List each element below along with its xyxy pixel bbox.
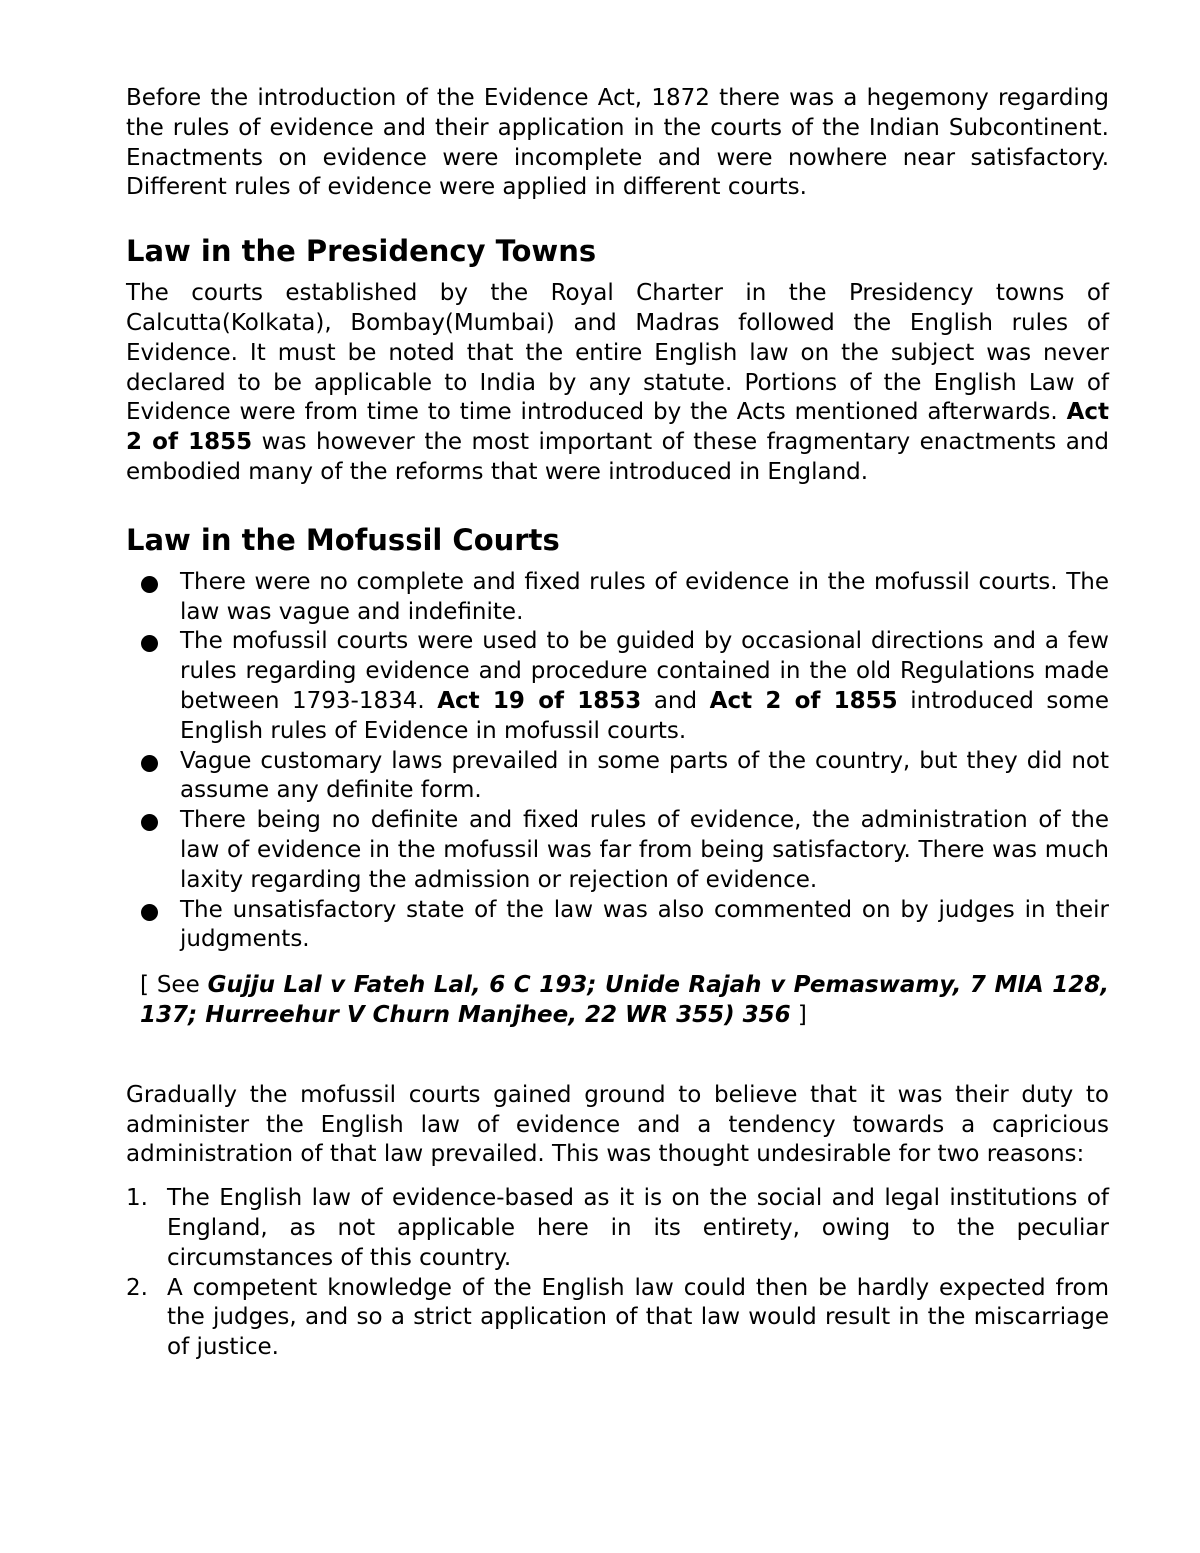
bullet-icon	[141, 576, 158, 593]
bullet-bold-act: Act 2 of 1855	[709, 687, 898, 714]
presidency-text-after: was however the most important of these fragmentary enactments and embodied many of the reforms that were introduced in England.	[126, 429, 1109, 485]
bullet-text-after: introduced some English rules of Evidence in mofussil courts.	[180, 687, 1109, 744]
reason-text: The English law of evidence-based as it is on the social and legal institutions of England, as not applicable here in its entirety, owing to the peculiar circumstances of this country.	[167, 1185, 1109, 1271]
bullet-icon	[141, 904, 158, 921]
gradual-paragraph: Gradually the mofussil courts gained ground to believe that it was their duty to administer the English law of evidence and a tendency towards a capricious administration of that law prevailed. This was thought undesirable for two reasons:	[126, 1081, 1109, 1168]
bullet-icon	[141, 635, 158, 652]
citation-close: ]	[790, 1001, 807, 1028]
presidency-text-before: The courts established by the Royal Charter in the Presidency towns of Calcutta(Kolkata), Bombay(Mumbai) and Madras followed the English rules of Evidence. It must be noted that the entire English law on the subject was never declared to be applicable to India by any statute. Portions of the English Law of Evidence were from time to time introduced by the Acts mentioned afterwards.	[126, 280, 1109, 426]
bullet-icon	[141, 814, 158, 831]
bullet-icon	[141, 755, 158, 772]
presidency-paragraph	[126, 279, 1109, 488]
bullet-text-mid: and	[641, 687, 710, 714]
mofussil-bullet-list	[126, 568, 1109, 955]
list-item	[126, 1184, 1109, 1273]
intro-paragraph: Before the introduction of the Evidence Act, 1872 there was a hegemony regarding the rules of evidence and their application in the courts of the Indian Subcontinent. Enactments on evidence were incomplete and were nowhere near satisfactory. Different rules of evidence were applied in different courts.	[126, 85, 1109, 201]
bullet-text: There being no definite and fixed rules of evidence, the administration of the law of evidence in the mofussil was far from being satisfactory. There was much laxity regarding the admission or rejection of evidence.	[180, 807, 1109, 893]
reasons-list	[126, 1184, 1109, 1363]
list-number: 2.	[126, 1274, 148, 1301]
citation-open: [ See	[140, 972, 208, 999]
bullet-text: There were no complete and fixed rules of evidence in the mofussil courts. The law was vague and indefinite.	[180, 568, 1109, 625]
list-item	[126, 627, 1109, 746]
bullet-text: Vague customary laws prevailed in some parts of the country, but they did not assume any definite form.	[180, 747, 1109, 804]
mofussil-heading: Law in the Mofussil Courts	[126, 522, 560, 557]
case-citation	[140, 971, 1109, 1031]
list-item	[126, 1274, 1109, 1363]
list-item	[126, 806, 1109, 895]
document-body	[126, 84, 1109, 1363]
bullet-text: The unsatisfactory state of the law was also commented on by judges in their judgments.	[180, 896, 1109, 953]
reason-text: A competent knowledge of the English law could then be hardly expected from the judges, and so a strict application of that law would result in the miscarriage of justice.	[167, 1274, 1109, 1361]
list-item	[126, 747, 1109, 807]
citation-cases: Gujju Lal v Fateh Lal, 6 C 193; Unide Rajah v Pemaswamy, 7 MIA 128, 137; Hurreehur V Churn Manjhee, 22 WR 355) 356	[140, 972, 1110, 1028]
presidency-heading: Law in the Presidency Towns	[126, 234, 597, 269]
bullet-text-before: The mofussil courts were used to be guided by occasional directions and a few rules regarding evidence and procedure contained in the old Regulations made between 1793-1834.	[180, 628, 1109, 714]
presidency-bold-act: Act 2 of 1855	[126, 399, 1109, 456]
bullet-bold-act: Act 19 of 1853	[437, 687, 642, 714]
list-number: 1.	[126, 1185, 148, 1212]
list-item	[126, 568, 1109, 628]
list-item	[126, 896, 1109, 956]
